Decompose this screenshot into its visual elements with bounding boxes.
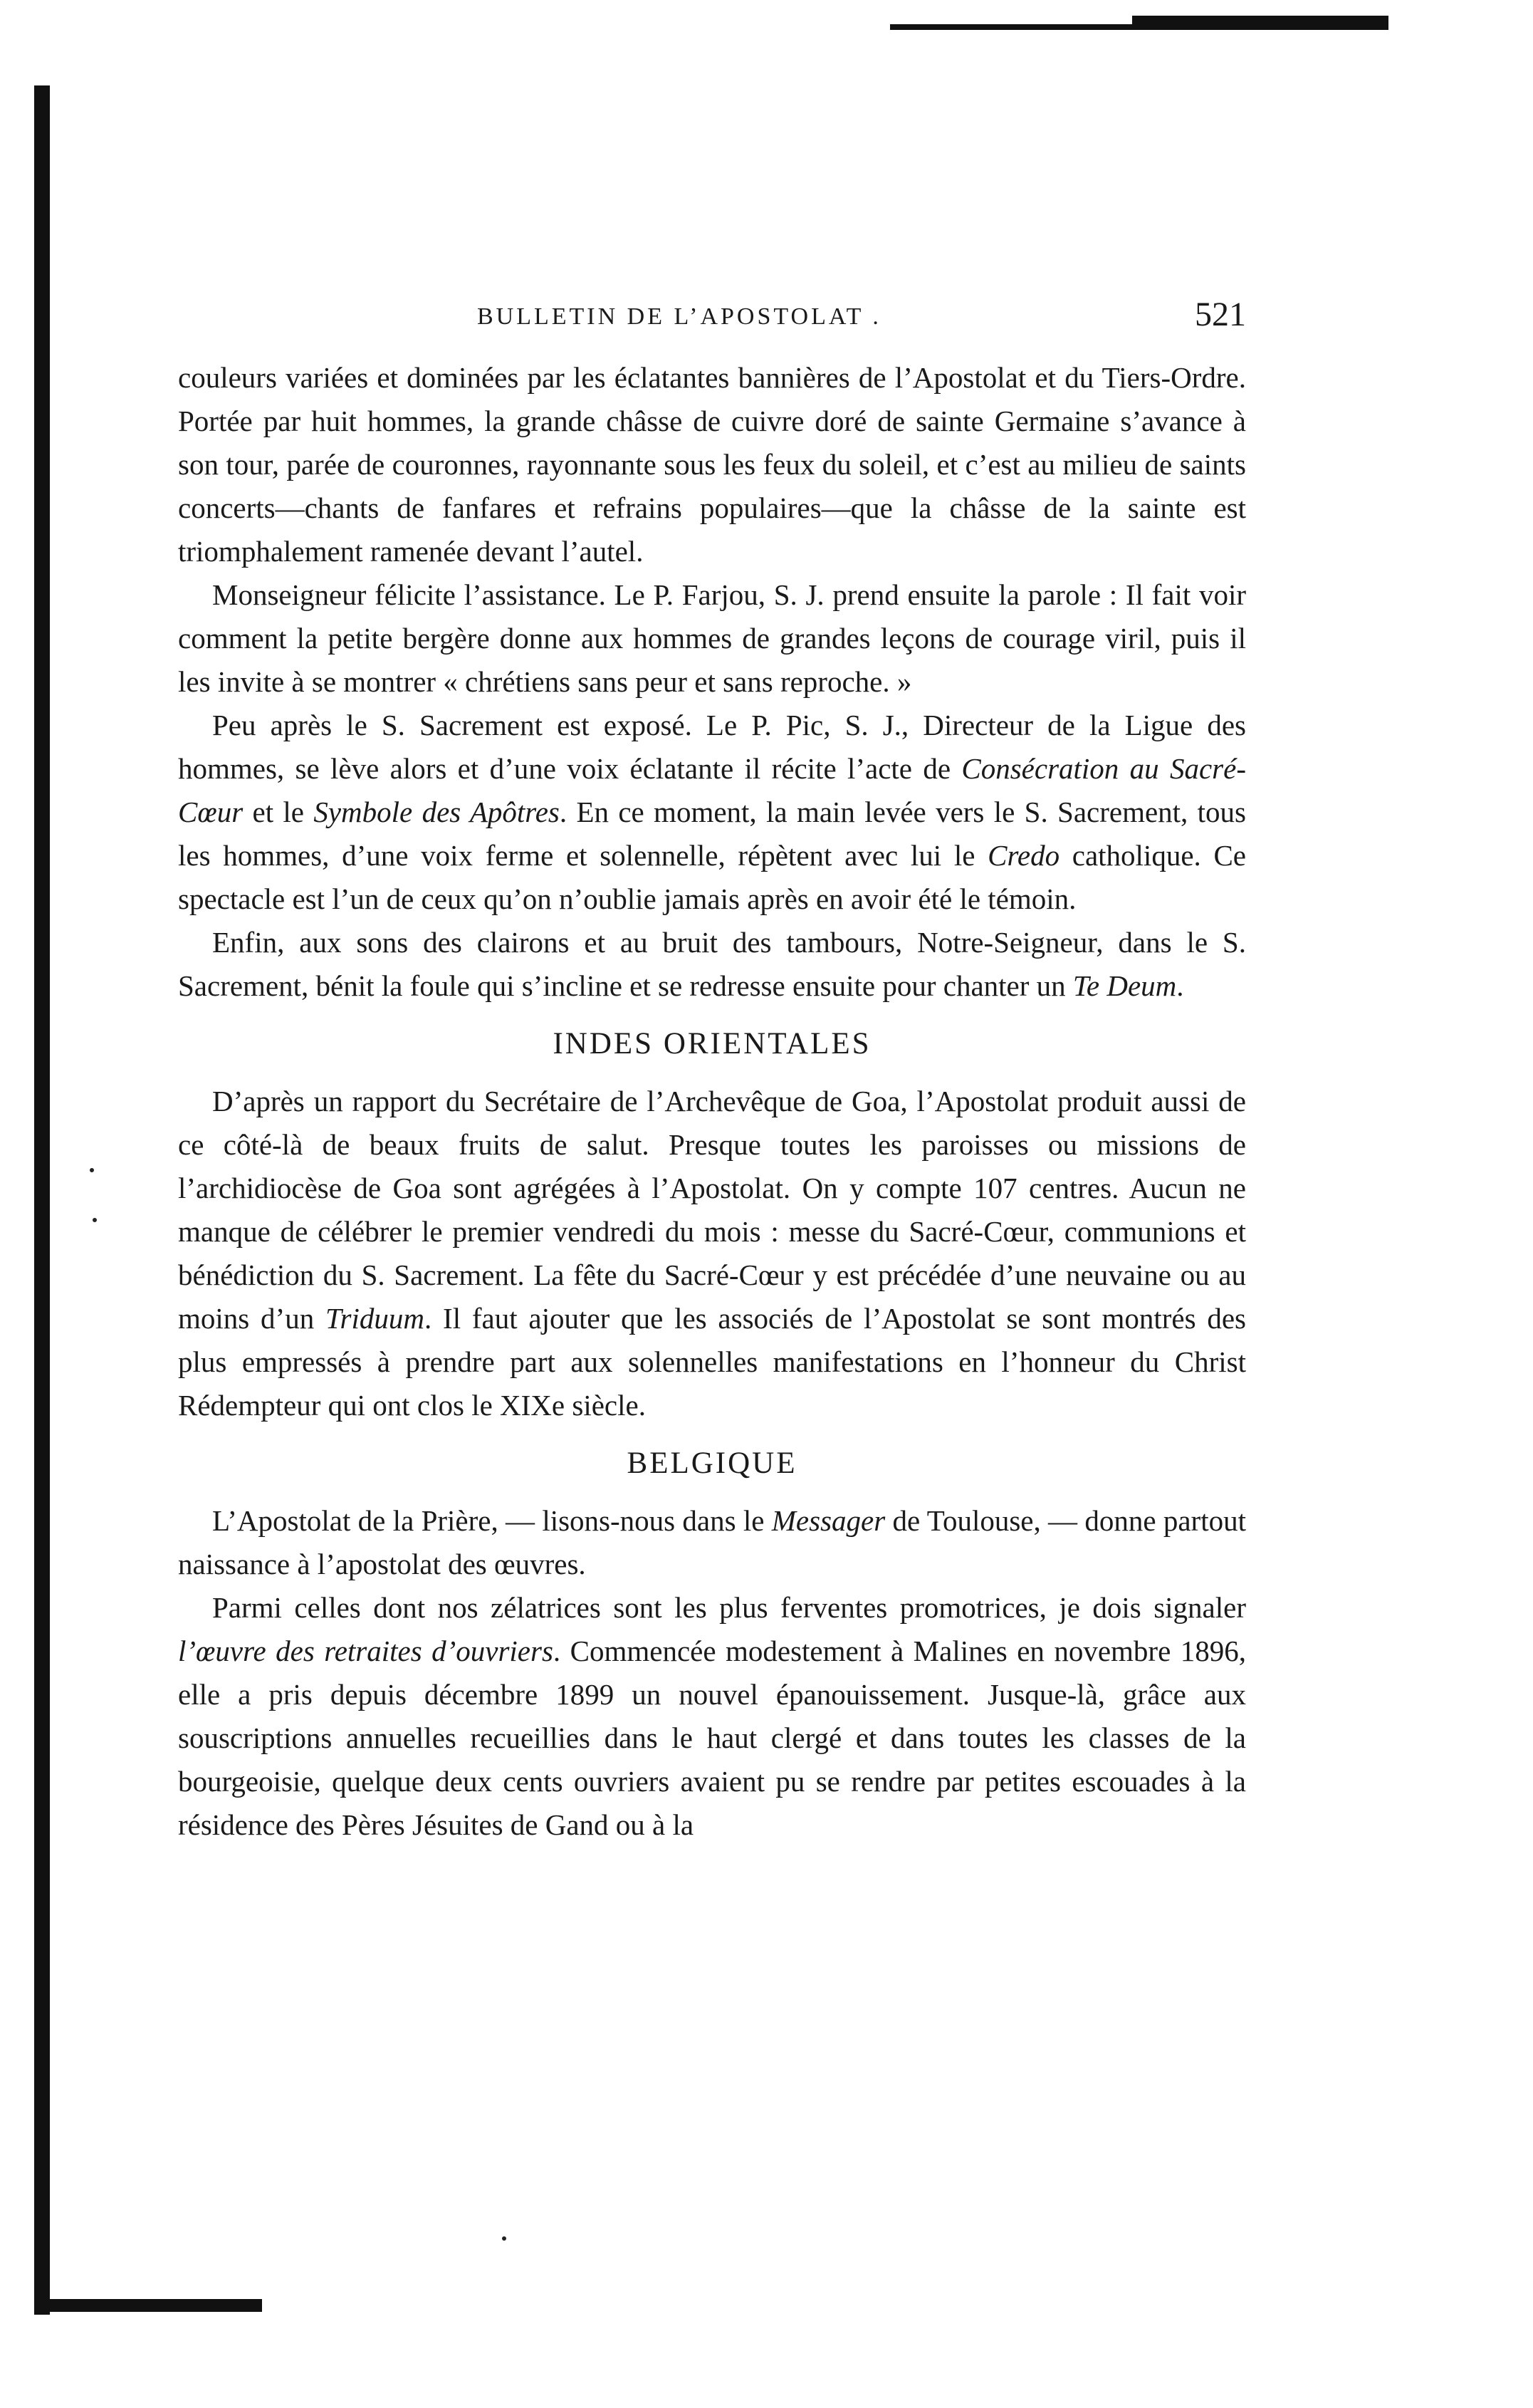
- paragraph: Parmi celles dont nos zélatrices sont les plus ferventes promotrices, je dois signaler l’œuvre des retraites d’ouvriers. Commencée modestement à Malines en novembre 1896, elle a pris depuis décembre 1899 un nouvel épanouissement. Jusque-là, grâce aux souscriptions annuelles recueillies dans le haut clergé et dans toutes les classes de la bourgeoisie, quelque deux cents ouvriers avaient pu se rendre par petites escouades à la résidence des Pères Jésuites de Gand ou à la: [178, 1591, 1246, 1841]
- section-heading: INDES ORIENTALES: [553, 1027, 872, 1060]
- paragraph: Enfin, aux sons des clairons et au bruit des tambours, Notre-Seigneur, dans le S. Sacrement, bénit la foule qui s’incline et se redresse ensuite pour chanter un Te Deum.: [178, 926, 1246, 1002]
- scan-speck: [502, 2236, 506, 2241]
- section-heading: BELGIQUE: [627, 1447, 797, 1480]
- running-title: BULLETIN DE L’APOSTOLAT .: [477, 303, 881, 330]
- book-page: [178, 291, 1246, 1847]
- section-belgique: [178, 1446, 1246, 1847]
- running-head: [178, 291, 1246, 340]
- scan-speck: [93, 1218, 97, 1222]
- scan-bottom-edge: [34, 2299, 262, 2312]
- page-number: 521: [1195, 296, 1246, 333]
- paragraph: L’Apostolat de la Prière, — lisons-nous dans le Messager de Toulouse, — donne partout naissance à l’apostolat des œuvres.: [178, 1504, 1246, 1580]
- paragraph: couleurs variées et dominées par les éclatantes bannières de l’Apostolat et du Tiers-Ordre. Portée par huit hommes, la grande châsse de cuivre doré de sainte Germaine s’avance à son tour, parée de couronnes, rayonnante sous les feux du soleil, et c’est au milieu de saints concerts—chants de fanfares et refrains populaires—que la châsse de la sainte est triomphalement ramenée devant l’autel.: [178, 361, 1246, 568]
- section-indes-orientales: [178, 1026, 1246, 1427]
- paragraph: Monseigneur félicite l’assistance. Le P. Farjou, S. J. prend ensuite la parole : Il fait voir comment la petite bergère donne aux hommes de grandes leçons de courage viril, puis il les invite à se montrer « chrétiens sans peur et sans reproche. »: [178, 578, 1246, 698]
- section-intro: [178, 356, 1246, 1008]
- scan-top-rule: [890, 16, 1388, 30]
- scan-speck: [90, 1168, 94, 1172]
- scan-left-edge: [34, 85, 50, 2315]
- paragraph: D’après un rapport du Secrétaire de l’Archevêque de Goa, l’Apostolat produit aussi de ce côté-là de beaux fruits de salut. Presque toutes les paroisses ou missions de l’archidiocèse de Goa sont agrégées à l’Apostolat. On y compte 107 centres. Aucun ne manque de célébrer le premier vendredi du mois : messe du Sacré-Cœur, communions et bénédiction du S. Sacrement. La fête du Sacré-Cœur y est précédée d’une neuvaine ou au moins d’un Triduum. Il faut ajouter que les associés de l’Apostolat se sont montrés des plus empressés à prendre part aux solennelles manifestations en l’honneur du Christ Rédempteur qui ont clos le XIXe siècle.: [178, 1085, 1246, 1422]
- paragraph: Peu après le S. Sacrement est exposé. Le P. Pic, S. J., Directeur de la Ligue des hommes, se lève alors et d’une voix éclatante il récite l’acte de Consécration au Sacré-Cœur et le Symbole des Apôtres. En ce moment, la main levée vers le S. Sacrement, tous les hommes, d’une voix ferme et solennelle, répètent avec lui le Credo catholique. Ce spectacle est l’un de ceux qu’on n’oublie jamais après en avoir été le témoin.: [178, 709, 1246, 915]
